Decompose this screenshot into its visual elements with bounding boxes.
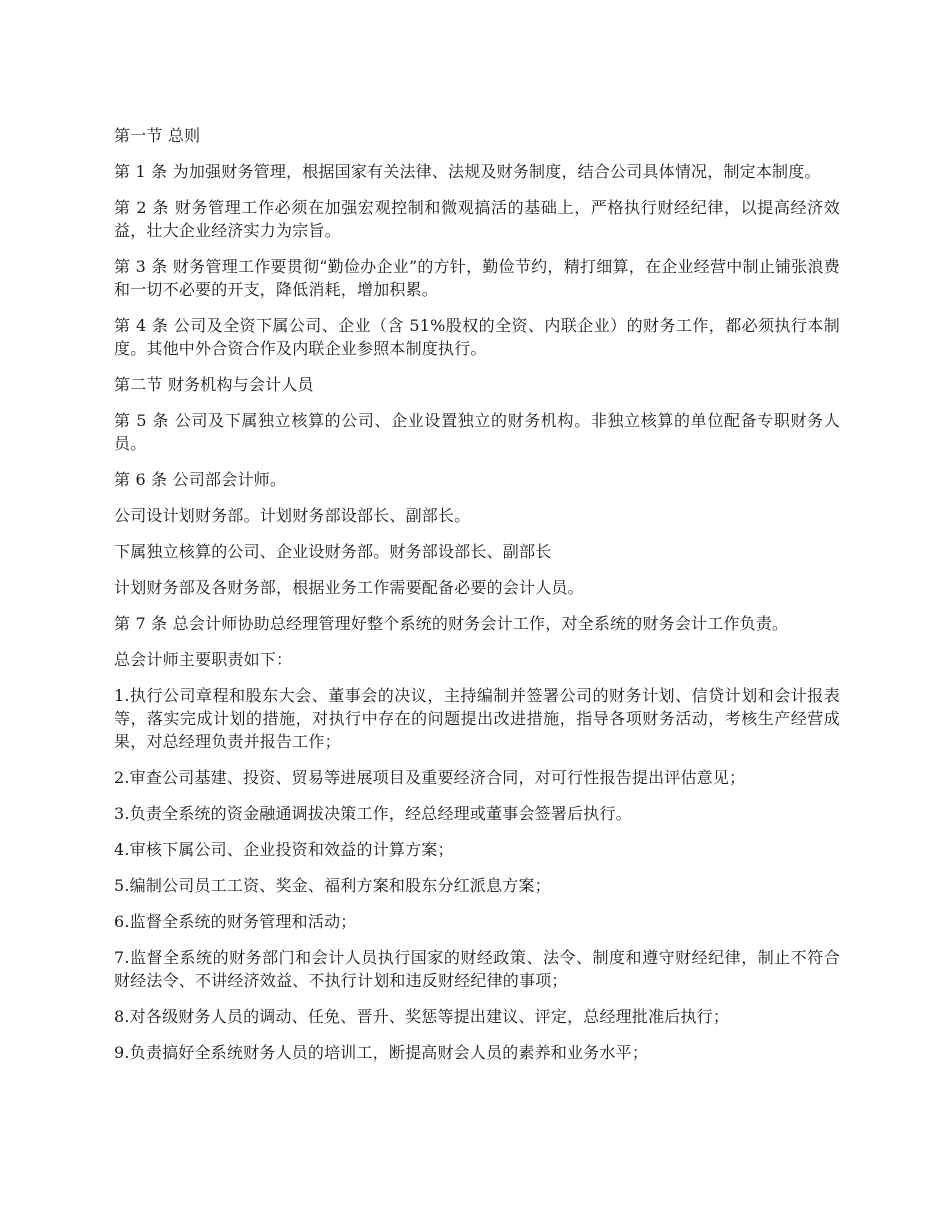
- article-paragraph: 第 3 条 财务管理工作要贯彻“勤俭办企业”的方针，勤俭节约，精打细算，在企业经营中制止铺张浪费和一切不必要的开支，降低消耗，增加积累。: [114, 257, 840, 299]
- section-heading: 第二节 财务机构与会计人员: [114, 375, 314, 394]
- article-paragraph: 第 7 条 总会计师协助总经理管理好整个系统的财务会计工作，对全系统的财务会计工作负责。: [114, 614, 789, 633]
- body-paragraph: 下属独立核算的公司、企业设财务部。财务部设部长、副部长: [114, 542, 552, 561]
- article-paragraph: 第 4 条 公司及全资下属公司、企业（含 51%股权的全资、内联企业）的财务工作，都必须执行本制度。其他中外合资合作及内联企业参照本制度执行。: [114, 316, 840, 358]
- duty-list-item: 2.审查公司基建、投资、贸易等进展项目及重要经济合同，对可行性报告提出评估意见；: [114, 768, 746, 787]
- duty-list-item: 6.监督全系统的财务管理和活动；: [114, 912, 357, 931]
- article-paragraph: 第 6 条 公司部会计师。: [114, 470, 287, 489]
- body-paragraph: 总会计师主要职责如下：: [114, 650, 293, 669]
- duty-list-item: 8.对各级财务人员的调动、任免、晋升、奖惩等提出建议、评定，总经理批准后执行；: [114, 1007, 730, 1026]
- body-paragraph: 公司设计划财务部。计划财务部设部长、副部长。: [114, 506, 471, 525]
- duty-list-item: 3.负责全系统的资金融通调拔决策工作，经总经理或董事会签署后执行。: [114, 804, 632, 823]
- duty-list-item: 4.审核下属公司、企业投资和效益的计算方案；: [114, 840, 454, 859]
- duty-list-item: 7.监督全系统的财务部门和会计人员执行国家的财经政策、法令、制度和遵守财经纪律，制止不符合财经法令、不讲经济效益、不执行计划和违反财经纪律的事项；: [114, 948, 840, 990]
- article-paragraph: 第 1 条 为加强财务管理，根据国家有关法律、法规及财务制度，结合公司具体情况，制定本制度。: [114, 162, 821, 181]
- article-paragraph: 第 2 条 财务管理工作必须在加强宏观控制和微观搞活的基础上，严格执行财经纪律，以提高经济效益，壮大企业经济实力为宗旨。: [114, 198, 840, 240]
- duty-list-item: 1.执行公司章程和股东大会、董事会的决议，主持编制并签署公司的财务计划、信贷计划和会计报表等，落实完成计划的措施，对执行中存在的问题提出改进措施，指导各项财务活动，考核生产经营成果，对总经理负责并报告工作；: [114, 686, 840, 751]
- duty-list-item: 5.编制公司员工工资、奖金、福利方案和股东分红派息方案；: [114, 876, 551, 895]
- article-paragraph: 第 5 条 公司及下属独立核算的公司、企业设置独立的财务机构。非独立核算的单位配备专职财务人员。: [114, 411, 840, 453]
- body-paragraph: 计划财务部及各财务部，根据业务工作需要配备必要的会计人员。: [114, 578, 584, 597]
- document-body: [114, 124, 840, 1077]
- section-heading: 第一节 总则: [114, 126, 201, 145]
- duty-list-item: 9.负责搞好全系统财务人员的培训工，断提高财会人员的素养和业务水平；: [114, 1043, 649, 1062]
